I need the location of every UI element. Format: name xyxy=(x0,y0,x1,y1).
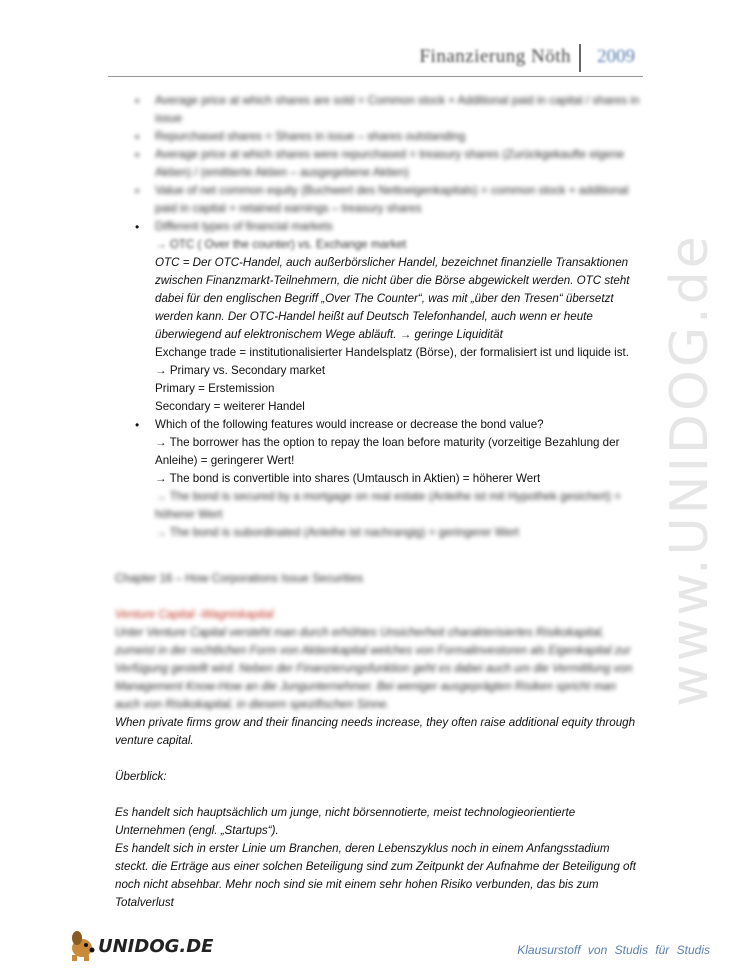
primary-definition: Primary = Erstemission xyxy=(155,382,275,395)
document-body xyxy=(115,92,640,912)
otc-definition: OTC = Der OTC-Handel, auch außerbörslicher Handel, bezeichnet finanzielle Transaktionen zwischen Finanzmarkt-Teilnehmern, die nicht über die Börse abgewickelt werden. OTC steht dabei für den englischen Begriff „Over The Counter“, was mit „über den Tresen“ übersetzt werden kann. Der OTC-Handel heißt auf Deutsch Telefonhandel, auch wenn er heute überwiegend auf elektronischem Wege abläuft. → geringe Liquidität xyxy=(155,256,630,341)
market-types-heading: • Different types of financial markets xyxy=(155,220,333,233)
list-item: • Value of net common equity (Buchwert des Nettoeigenkapitals) = common stock + additional paid in capital + retained earnings – treasury shares xyxy=(155,182,640,218)
dog-icon xyxy=(68,928,100,962)
exchange-definition: Exchange trade = institutionalisierter Handelsplatz (Börse), der formalisiert ist und liquide ist. xyxy=(155,346,629,359)
bond-question: • Which of the following features would increase or decrease the bond value? xyxy=(155,418,544,431)
list-item: • Average price at which shares are sold = Common stock + Additional paid in capital / shares in issue xyxy=(155,92,640,128)
footer-brand: UNIDOG.DE xyxy=(98,936,214,957)
page-header xyxy=(108,40,643,77)
bond-answer-3: → The bond is secured by a mortgage on real estate (Anleihe ist mit Hypothek gesichert) = höherer Wert xyxy=(155,490,622,521)
footer-tagline: Klausurstoff von Studis für Studis xyxy=(517,943,710,957)
venture-blurred-text: Unter Venture Capital versteht man durch erhöhtes Unsicherheit charakterisiertes Risikokapital, zumeist in der rechtlichen Form von Aktienkapital welches von Formalinvestoren als Eigenkapital zur Verfügung gestellt wird. Neben der Finanzierungsfunktion geht es dabei auch um die Vermittlung von Management Know-How an die Jungunternehmer. Bei weniger ausgeprägten Risiken spricht man auch von Risikokapital, in diesem spezifischen Sinne. xyxy=(115,626,633,711)
primary-secondary-line: → Primary vs. Secondary market xyxy=(155,364,326,377)
venture-visible-text: When private firms grow and their financing needs increase, they often raise additional equity through venture capital. xyxy=(115,716,636,747)
otc-line: → OTC ( Over the counter) vs. Exchange market xyxy=(155,238,407,251)
bond-answer-2: → The bond is convertible into shares (Umtausch in Aktien) = höherer Wert xyxy=(155,472,541,485)
overview-heading: Überblick: xyxy=(115,770,167,783)
bond-answer-1: → The borrower has the option to repay the loan before maturity (vorzeitige Bezahlung der Anleihe) = geringerer Wert! xyxy=(155,436,620,467)
chapter-heading: Chapter 16 – How Corporations Issue Securities xyxy=(115,572,364,585)
overview-paragraph-2: Es handelt sich in erster Linie um Branchen, deren Lebenszyklus noch in einem Anfangsstadium steckt. die Erträge aus einer solchen Beteiligung sind zum Zeitpunkt der Aufnahme der Beteiligung oft noch nicht absehbar. Mehr noch sind sie mit einem sehr hohen Risiko verbunden, das bis zum Totalverlust xyxy=(115,842,636,909)
list-item-bond xyxy=(155,416,640,542)
list-item: • Repurchased shares = Shares in issue – shares outstanding xyxy=(155,128,640,146)
list-item: • Average price at which shares were repurchased = treasury shares (Zurückgekaufte eigene Aktien) / (emittierte Aktien – ausgegebene Aktien) xyxy=(155,146,640,182)
watermark-text: www.UNIDOG.de xyxy=(660,233,720,707)
list-item-market-types xyxy=(155,218,640,416)
secondary-definition: Secondary = weiterer Handel xyxy=(155,400,305,413)
venture-heading: Venture Capital -Wagniskapital xyxy=(115,608,274,621)
header-title: Finanzierung Nöth xyxy=(419,46,571,67)
unidog-logo xyxy=(68,926,214,962)
header-separator xyxy=(579,44,581,72)
overview-paragraph-1: Es handelt sich hauptsächlich um junge, nicht börsennotierte, meist technologieorientierte Unternehmen (engl. „Startups“). xyxy=(115,806,576,837)
bullet-list xyxy=(115,92,640,542)
header-year: 2009 xyxy=(597,46,635,67)
bond-answer-4: → The bond is subordinated (Anleihe ist nachrangig) = geringerer Wert xyxy=(155,526,520,539)
